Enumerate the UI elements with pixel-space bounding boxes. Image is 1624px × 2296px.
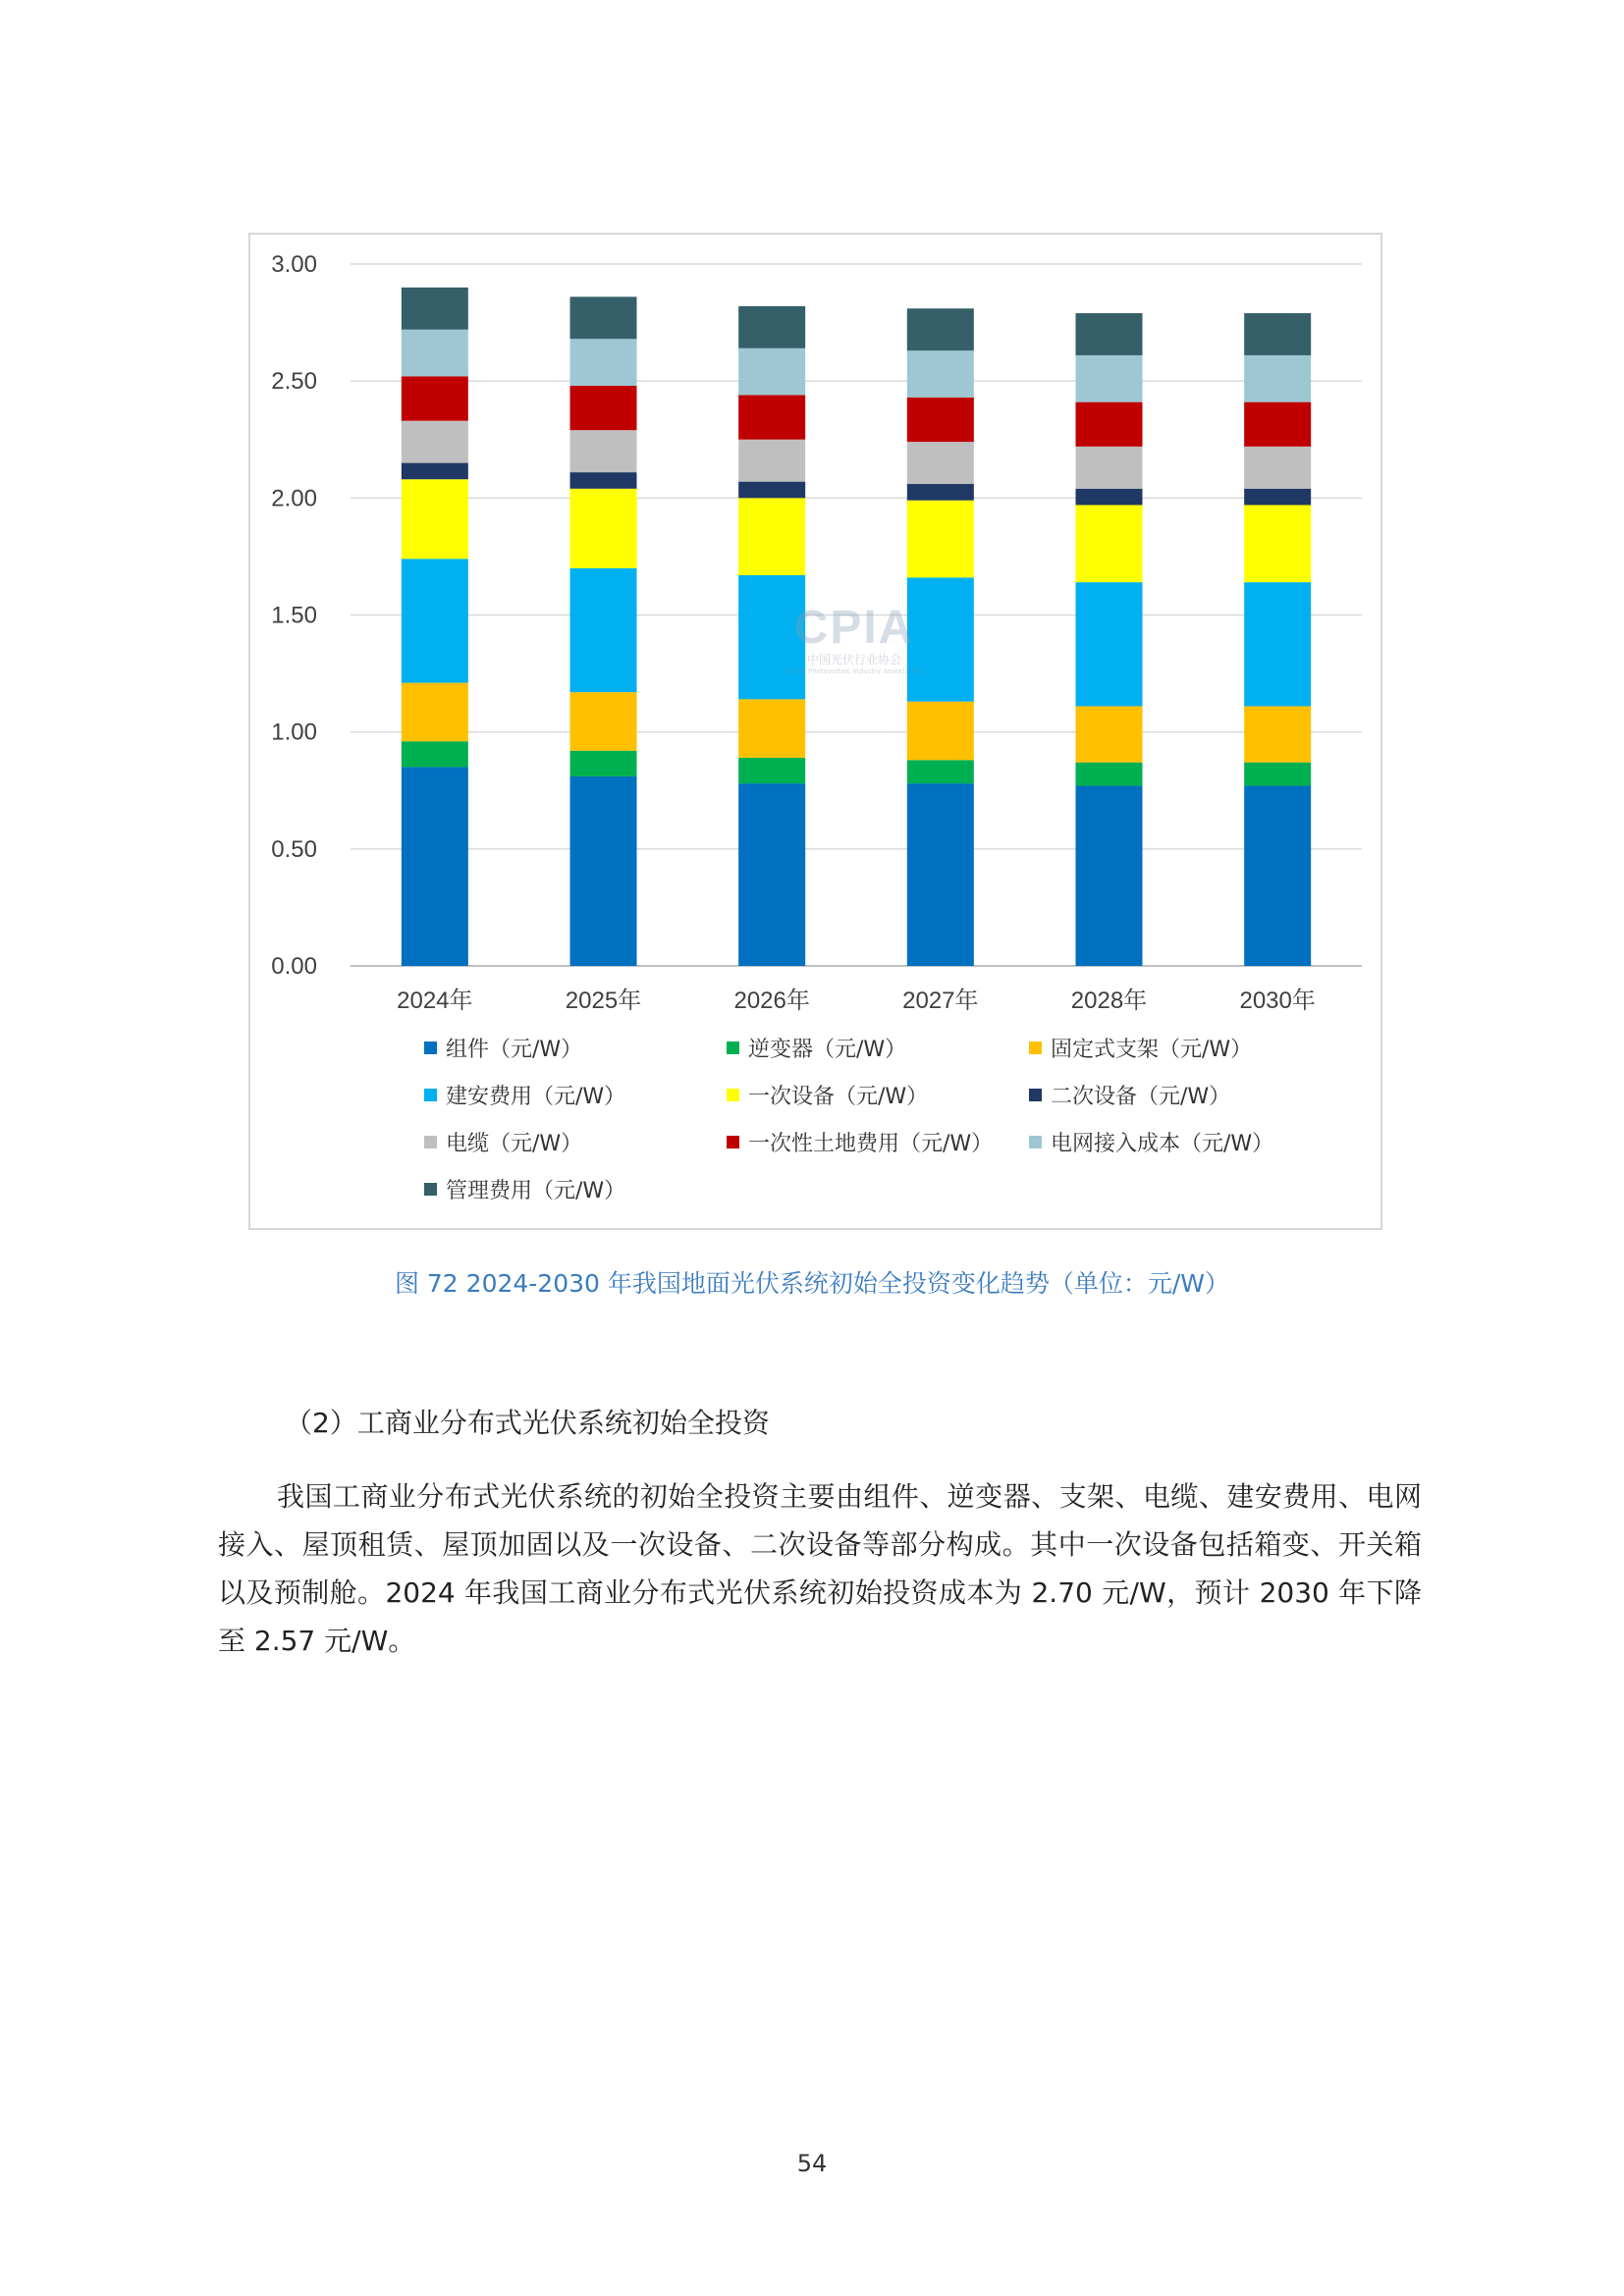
legend-label: 一次设备（元/W） xyxy=(748,1084,929,1109)
bar-segment xyxy=(1076,505,1143,582)
legend-swatch xyxy=(1029,1136,1042,1148)
legend-label: 逆变器（元/W） xyxy=(748,1037,907,1062)
y-tick-label: 1.50 xyxy=(271,602,317,629)
legend-item xyxy=(727,1129,1029,1154)
bar-segment xyxy=(570,296,637,339)
bar-segment xyxy=(570,776,637,966)
legend-item xyxy=(727,1082,1029,1107)
y-tick-label: 2.50 xyxy=(271,368,317,396)
bar-segment xyxy=(402,683,468,742)
y-tick-label: 0.00 xyxy=(271,953,317,980)
watermark-org-name-en: China Photovoltaic Industry Association xyxy=(785,667,923,675)
bar-segment xyxy=(402,463,468,480)
bar-segment xyxy=(1076,763,1143,786)
bar-segment xyxy=(1076,402,1143,447)
bar-segment xyxy=(1244,402,1311,447)
bar-segment xyxy=(570,472,637,489)
figure-caption: 图 72 2024-2030 年我国地面光伏系统初始全投资变化趋势（单位：元/W） xyxy=(394,1269,1230,1298)
bar-segment xyxy=(1076,313,1143,355)
legend-swatch xyxy=(424,1136,437,1148)
legend-swatch xyxy=(424,1041,437,1054)
legend-item xyxy=(424,1082,727,1107)
bar-segment xyxy=(738,699,805,758)
x-tick-label: 2028年 xyxy=(1070,988,1148,1014)
bar-segment xyxy=(907,760,974,783)
watermark-logo-text: CPIA xyxy=(793,602,915,654)
bar-segment xyxy=(1076,355,1143,402)
x-tick-label: 2025年 xyxy=(565,988,642,1014)
bar-segment xyxy=(1244,582,1311,706)
bar-segment xyxy=(907,350,974,398)
legend-item xyxy=(424,1129,727,1154)
legend-item xyxy=(424,1176,727,1201)
chart-frame xyxy=(248,233,1382,1230)
legend-label: 电网接入成本（元/W） xyxy=(1051,1131,1274,1156)
legend-item xyxy=(1029,1082,1327,1107)
bar-segment xyxy=(738,348,805,396)
x-tick-label: 2024年 xyxy=(397,988,473,1014)
bar-segment xyxy=(570,692,637,751)
legend-swatch xyxy=(727,1089,739,1101)
bar-segment xyxy=(1076,489,1143,506)
bar-segment xyxy=(1244,313,1311,355)
bar-segment xyxy=(738,758,805,783)
bar-segment xyxy=(738,575,805,699)
legend-swatch xyxy=(727,1041,739,1054)
y-tick-label: 2.00 xyxy=(271,485,317,512)
bar-segment xyxy=(1076,785,1143,966)
bar-segment xyxy=(570,339,637,386)
bar-segment xyxy=(1076,447,1143,489)
legend-label: 管理费用（元/W） xyxy=(446,1178,626,1203)
bar-segment xyxy=(907,783,974,966)
legend-swatch xyxy=(1029,1041,1042,1054)
bar-segment xyxy=(402,741,468,767)
body-paragraph: 我国工商业分布式光伏系统的初始全投资主要由组件、逆变器、支架、电缆、建安费用、电网接入、屋顶租赁、屋顶加固以及一次设备、二次设备等部分构成。其中一次设备包括箱变、开关箱以及预制舱。2024 年我国工商业分布式光伏系统初始投资成本为 2.70 元/W，预计 2030 年下降至 2.57 元/W。 xyxy=(218,1480,1422,1657)
bar-segment xyxy=(402,767,468,966)
bar-segment xyxy=(1076,706,1143,762)
bar-segment xyxy=(570,386,637,430)
y-tick-label: 1.00 xyxy=(271,719,317,746)
bar-segment xyxy=(1244,489,1311,506)
bar-segment xyxy=(402,376,468,420)
legend-label: 二次设备（元/W） xyxy=(1051,1084,1231,1109)
x-tick-label: 2030年 xyxy=(1239,988,1316,1014)
bar-segment xyxy=(1244,706,1311,762)
legend-item xyxy=(1029,1035,1327,1060)
bar-segment xyxy=(738,482,805,499)
bar-segment xyxy=(738,498,805,575)
bar-segment xyxy=(570,430,637,472)
bar-segment xyxy=(907,702,974,761)
page-number: 54 xyxy=(796,2150,828,2177)
x-tick-label: 2027年 xyxy=(902,988,979,1014)
bar-segment xyxy=(907,442,974,484)
bar-segment xyxy=(907,484,974,501)
legend-label: 固定式支架（元/W） xyxy=(1051,1037,1253,1062)
bar-segment xyxy=(907,501,974,578)
y-tick-label: 0.50 xyxy=(271,835,317,863)
bar-segment xyxy=(1244,447,1311,489)
bar-segment xyxy=(738,783,805,966)
legend-label: 电缆（元/W） xyxy=(446,1131,583,1156)
bar-segment xyxy=(570,751,637,776)
bar-segment xyxy=(907,398,974,442)
bar-segment xyxy=(1244,505,1311,582)
section-heading: （2）工商业分布式光伏系统初始全投资 xyxy=(285,1407,770,1439)
watermark-org-name: 中国光伏行业协会 xyxy=(806,653,901,667)
bar-segment xyxy=(402,559,468,682)
bar-segment xyxy=(402,421,468,463)
bar-segment xyxy=(738,306,805,348)
legend-item xyxy=(1029,1129,1327,1154)
y-tick-label: 3.00 xyxy=(271,251,317,278)
bar-segment xyxy=(1244,785,1311,966)
legend-label: 建安费用（元/W） xyxy=(446,1084,626,1109)
bar-segment xyxy=(738,395,805,439)
legend-swatch xyxy=(727,1136,739,1148)
legend-label: 一次性土地费用（元/W） xyxy=(748,1131,994,1156)
bar-segment xyxy=(402,479,468,559)
bar-segment xyxy=(1244,763,1311,786)
bar-segment xyxy=(907,577,974,701)
bar-segment xyxy=(1244,355,1311,402)
bar-segment xyxy=(402,288,468,330)
chart-legend xyxy=(424,1035,1327,1201)
bar-segment xyxy=(570,489,637,568)
legend-swatch xyxy=(1029,1089,1042,1101)
bar-segment xyxy=(570,568,637,692)
legend-label: 组件（元/W） xyxy=(446,1037,583,1062)
legend-swatch xyxy=(424,1183,437,1196)
bar-segment xyxy=(402,330,468,377)
x-tick-label: 2026年 xyxy=(733,988,810,1014)
legend-swatch xyxy=(424,1089,437,1101)
legend-item xyxy=(727,1035,1029,1060)
bar-segment xyxy=(907,308,974,350)
bar-segment xyxy=(1076,582,1143,706)
legend-item xyxy=(424,1035,727,1060)
bar-segment xyxy=(738,440,805,482)
